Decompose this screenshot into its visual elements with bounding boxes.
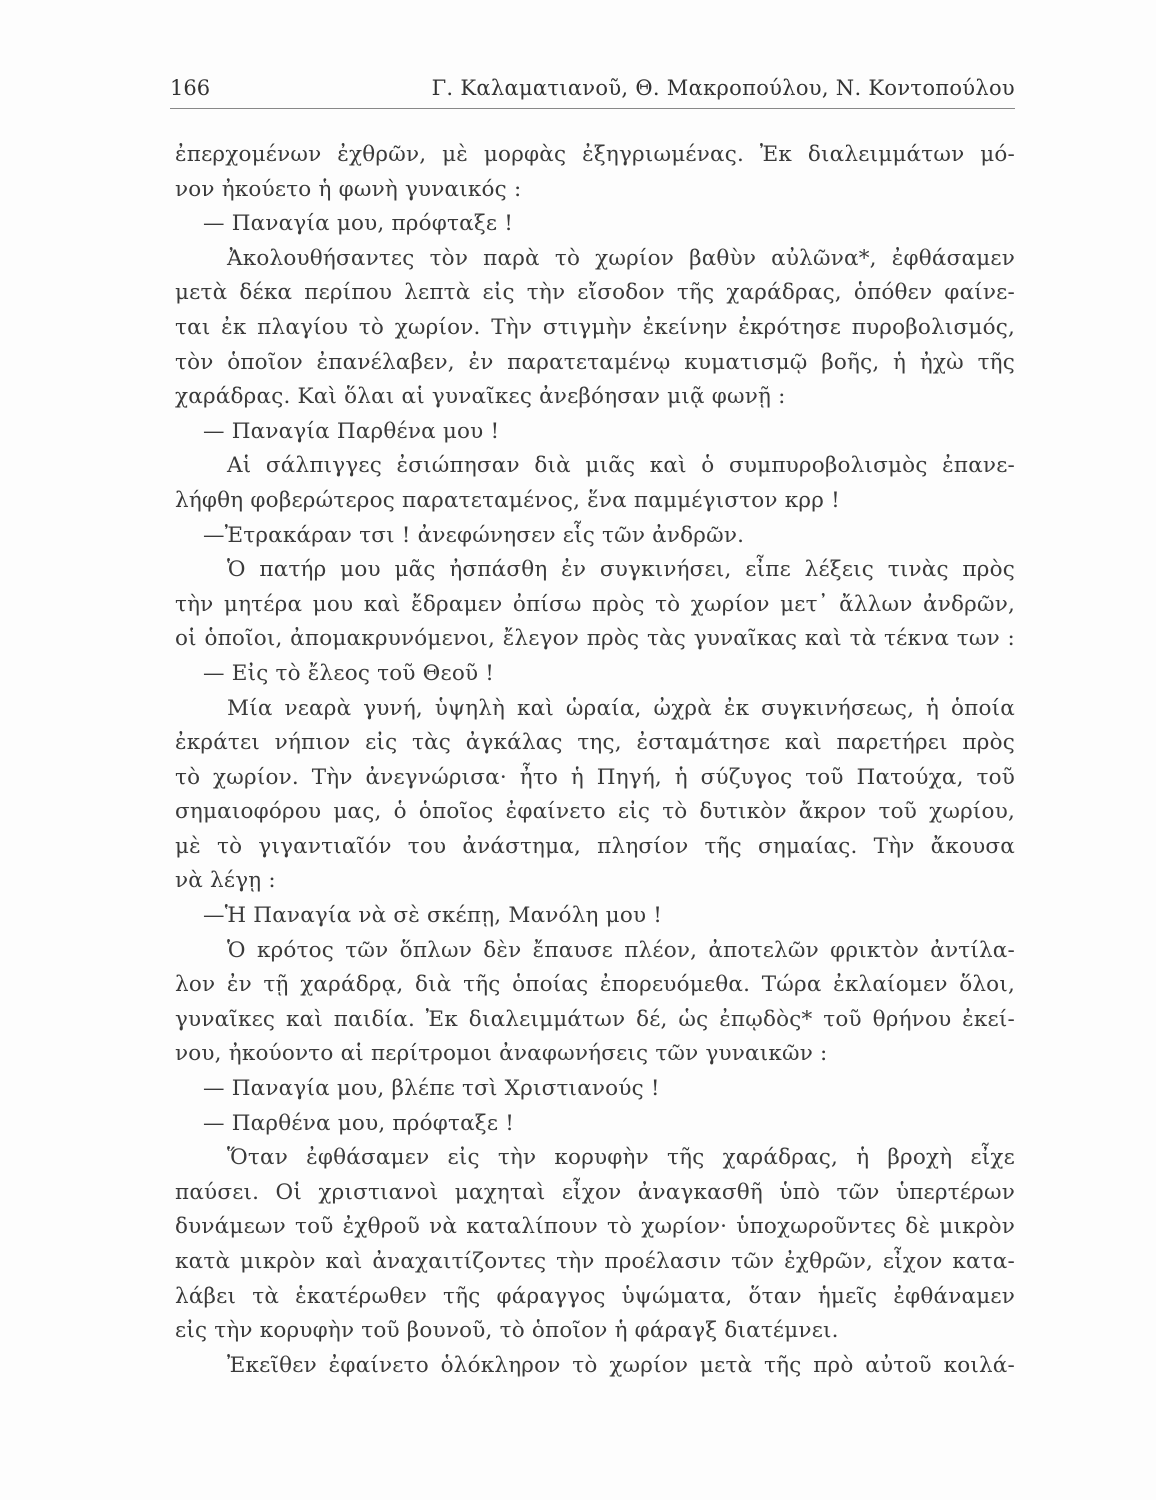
text-line: λάβει τὰ ἑκατέρωθεν τῆς φάραγγος ὑψώματα, ὅταν ἡμεῖς ἐφθάναμεν — [175, 1283, 1015, 1309]
text-line: γυναῖκες καὶ παιδία. Ἐκ διαλειμμάτων δέ, ὡς ἐπῳδὸς* τοῦ θρήνου ἐκεί- — [175, 1006, 1015, 1032]
page-number: 166 — [170, 76, 211, 100]
page-header — [170, 72, 1015, 106]
text-line: ται ἐκ πλαγίου τὸ χωρίον. Τὴν στιγμὴν ἐκείνην ἐκρότησε πυροβολισμός, — [175, 314, 1015, 340]
dialogue-line: — Εἰς τὸ ἔλεος τοῦ Θεοῦ ! — [203, 660, 495, 686]
text-line: νον ἠκούετο ἡ φωνὴ γυναικός : — [175, 176, 522, 202]
dialogue-line: — Παναγία μου, πρόφταξε ! — [203, 211, 514, 237]
text-line: ἐπερχομένων ἐχθρῶν, μὲ μορφὰς ἐξηγριωμένας. Ἐκ διαλειμμάτων μό- — [175, 142, 1015, 167]
header-rule — [170, 108, 1015, 109]
text-line: τὸ χωρίον. Τὴν ἀνεγνώρισα· ἦτο ἡ Πηγή, ἡ σύζυγος τοῦ Πατούχα, τοῦ — [175, 764, 1015, 790]
text-line: μετὰ δέκα περίπου λεπτὰ εἰς τὴν εἴσοδον τῆς χαράδρας, ὁπόθεν φαίνε- — [175, 280, 1015, 306]
text-line: σημαιοφόρου μας, ὁ ὁποῖος ἐφαίνετο εἰς τὸ δυτικὸν ἄκρον τοῦ χωρίου, — [175, 799, 1015, 825]
text-line: Ἀκολουθήσαντες τὸν παρὰ τὸ χωρίον βαθὺν αὐλῶνα*, ἐφθάσαμεν — [227, 245, 1015, 271]
text-line: τὴν μητέρα μου καὶ ἔδραμεν ὀπίσω πρὸς τὸ χωρίον μετ᾽ ἄλλων ἀνδρῶν, — [175, 591, 1015, 617]
text-line: κατὰ μικρὸν καὶ ἀναχαιτίζοντες τὴν προέλασιν τῶν ἐχθρῶν, εἶχον κατα- — [175, 1249, 1015, 1274]
text-line: Ὅταν ἐφθάσαμεν εἰς τὴν κορυφὴν τῆς χαράδρας, ἡ βροχὴ εἶχε — [227, 1145, 1015, 1171]
dialogue-line: —Ἐτρακάραν τσι ! ἀνεφώνησεν εἷς τῶν ἀνδρῶν. — [203, 522, 745, 548]
text-line: νου, ἠκούοντο αἱ περίτρομοι ἀναφωνήσεις τῶν γυναικῶν : — [175, 1041, 828, 1067]
text-line: λήφθη φοβερώτερος παρατεταμένος, ἕνα παμμέγιστον κρρ ! — [175, 487, 840, 513]
text-line: παύσει. Οἱ χριστιανοὶ μαχηταὶ εἶχον ἀναγκασθῆ ὑπὸ τῶν ὑπερτέρων — [175, 1179, 1015, 1205]
dialogue-line: — Παναγία μου, βλέπε τσὶ Χριστιανούς ! — [203, 1076, 660, 1102]
text-line: οἱ ὁποῖοι, ἀπομακρυνόμενοι, ἔλεγον πρὸς τὰς γυναῖκας καὶ τὰ τέκνα των : — [175, 626, 1015, 652]
text-line: μὲ τὸ γιγαντιαῖόν του ἀνάστημα, πλησίον τῆς σημαίας. Τὴν ἄκουσα — [175, 833, 1015, 859]
text-line: χαράδρας. Καὶ ὅλαι αἱ γυναῖκες ἀνεβόησαν μιᾷ φωνῇ : — [175, 384, 786, 410]
text-line: ἐκράτει νήπιον εἰς τὰς ἀγκάλας της, ἐσταμάτησε καὶ παρετήρει πρὸς — [175, 730, 1015, 756]
text-line: Ὁ πατήρ μου μᾶς ἠσπάσθη ἐν συγκινήσει, εἶπε λέξεις τινὰς πρὸς — [227, 557, 1015, 583]
body-text — [175, 138, 1015, 1383]
dialogue-line: — Παρθένα μου, πρόφταξε ! — [203, 1110, 515, 1136]
text-line: Μία νεαρὰ γυνή, ὑψηλὴ καὶ ὡραία, ὠχρὰ ἐκ συγκινήσεως, ἡ ὁποία — [227, 695, 1015, 721]
text-line: Ἐκεῖθεν ἐφαίνετο ὁλόκληρον τὸ χωρίον μετὰ τῆς πρὸ αὐτοῦ κοιλά- — [227, 1352, 1015, 1378]
text-line: Αἱ σάλπιγγες ἐσιώπησαν διὰ μιᾶς καὶ ὁ συμπυροβολισμὸς ἐπανε- — [227, 453, 1015, 479]
dialogue-line: —Ἡ Παναγία νὰ σὲ σκέπῃ, Μανόλη μου ! — [203, 903, 663, 929]
dialogue-line: — Παναγία Παρθένα μου ! — [203, 418, 500, 444]
running-head: Γ. Καλαματιανοῦ, Θ. Μακροπούλου, Ν. Κοντοπούλου — [431, 76, 1015, 100]
text-line: τὸν ὁποῖον ἐπανέλαβεν, ἐν παρατεταμένῳ κυματισμῷ βοῆς, ἡ ἠχὼ τῆς — [175, 349, 1015, 375]
text-line: Ὁ κρότος τῶν ὅπλων δὲν ἔπαυσε πλέον, ἀποτελῶν φρικτὸν ἀντίλα- — [227, 937, 1015, 963]
text-line: δυνάμεων τοῦ ἐχθροῦ νὰ καταλίπουν τὸ χωρίον· ὑποχωροῦντες δὲ μικρὸν — [175, 1214, 1015, 1240]
text-line: νὰ λέγῃ : — [175, 868, 276, 894]
text-line: λον ἐν τῇ χαράδρᾳ, διὰ τῆς ὁποίας ἐπορευόμεθα. Τώρα ἐκλαίομεν ὅλοι, — [175, 972, 1015, 998]
text-line: εἰς τὴν κορυφὴν τοῦ βουνοῦ, τὸ ὁποῖον ἡ φάραγξ διατέμνει. — [175, 1318, 839, 1344]
